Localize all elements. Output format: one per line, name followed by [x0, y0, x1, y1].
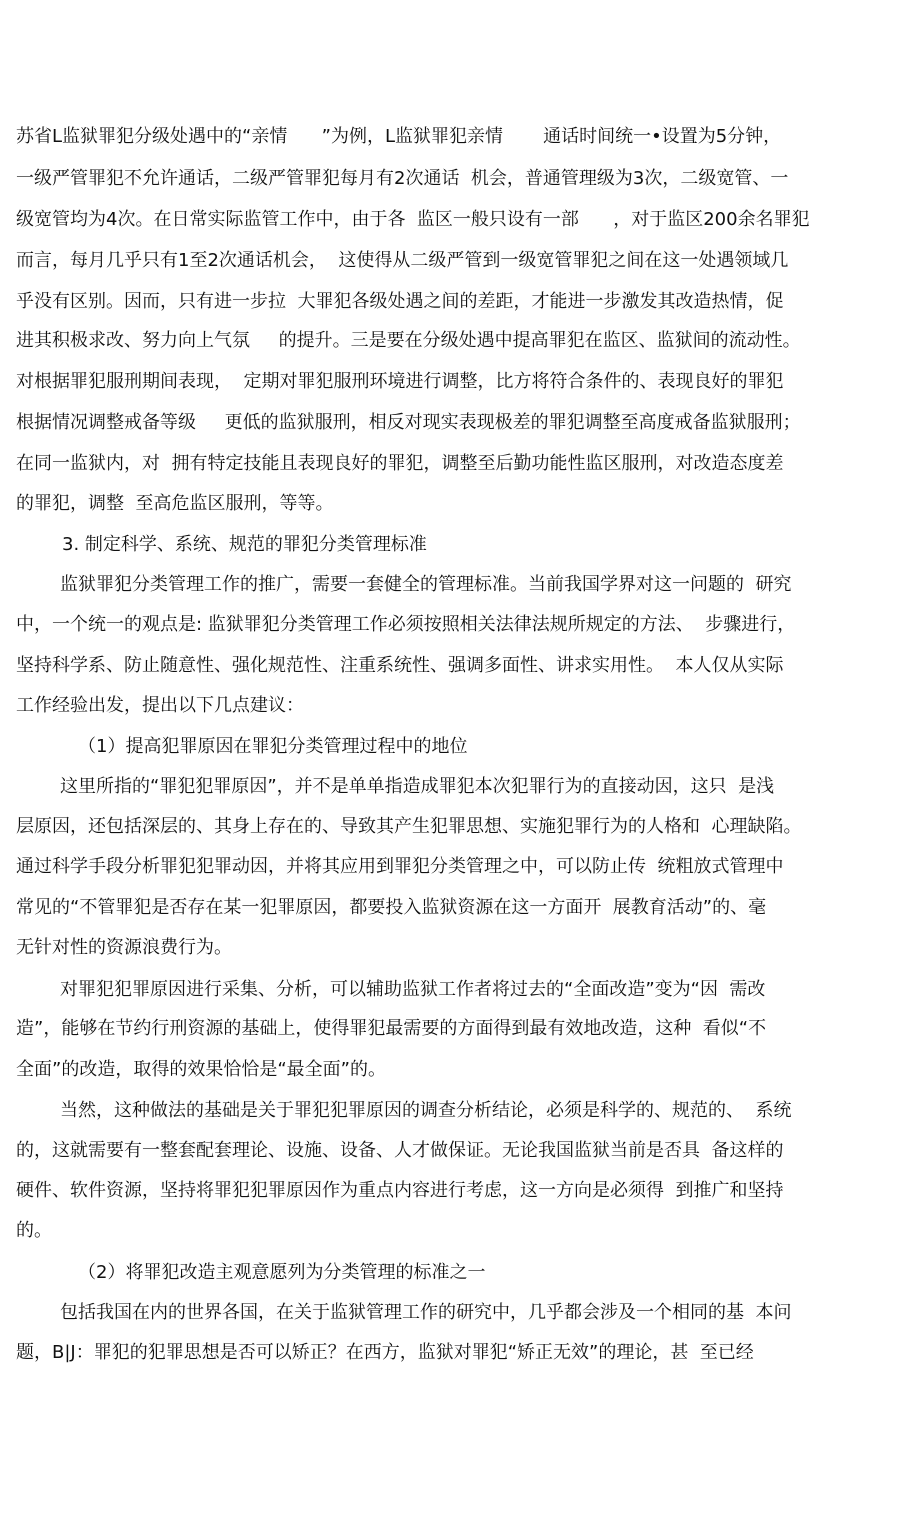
text-line: 而言，每月几乎只有1至2次通话机会， 这使得从二级严管到一级宽管罪犯之间在这一处遇领域几	[16, 250, 789, 271]
paragraph-first-line: 当然，这种做法的基础是关于罪犯犯罪原因的调查分析结论，必须是科学的、规范的、 系统	[60, 1100, 792, 1121]
text-line: 常见的“不管罪犯是否存在某一犯罪原因，都要投入监狱资源在这一方面开 展教育活动”的、毫	[16, 897, 767, 918]
text-line: 级宽管均为4次。在日常实际监管工作中，由于各 监区一般只设有一部 ，对于监区200余名罪犯	[16, 209, 810, 230]
paragraph-first-line: 这里所指的“罪犯犯罪原因”，并不是单单指造成罪犯本次犯罪行为的直接动因，这只 是浅	[60, 776, 775, 797]
text-line: 的，这就需要有一整套配套理论、设施、设备、人才做保证。无论我国监狱当前是否具 备这样的	[16, 1140, 784, 1161]
section-heading: 3. 制定科学、系统、规范的罪犯分类管理标准	[62, 534, 427, 555]
text-line: 层原因，还包括深层的、其身上存在的、导致其产生犯罪思想、实施犯罪行为的人格和 心理缺陷。	[16, 816, 802, 837]
paragraph-first-line: 监狱罪犯分类管理工作的推广，需要一套健全的管理标准。当前我国学界对这一问题的 研究	[60, 574, 792, 595]
text-line: 对根据罪犯服刑期间表现， 定期对罪犯服刑环境进行调整，比方将符合条件的、表现良好的罪犯	[16, 371, 784, 392]
paragraph-first-line: 包括我国在内的世界各国，在关于监狱管理工作的研究中，几乎都会涉及一个相同的基 本问	[60, 1302, 792, 1323]
text-line: 苏省L监狱罪犯分级处遇中的“亲情 ”为例，L监狱罪犯亲情 通话时间统一•设置为5分钟，	[16, 126, 782, 147]
text-line: 的。	[16, 1220, 52, 1241]
text-line: 根据情况调整戒备等级 更低的监狱服刑，相反对现实表现极差的罪犯调整至高度戒备监狱服刑；	[16, 412, 801, 433]
text-line: 在同一监狱内，对 拥有特定技能且表现良好的罪犯，调整至后勤功能性监区服刑，对改造态度差	[16, 453, 784, 474]
subsection-heading: （1）提高犯罪原因在罪犯分类管理过程中的地位	[78, 736, 468, 757]
text-line: 进其积极求改、努力向上气氛 的提升。三是要在分级处遇中提高罪犯在监区、监狱间的流动性。	[16, 330, 801, 351]
text-line: 全面”的改造，取得的效果恰恰是“最全面”的。	[16, 1059, 386, 1080]
paragraph-first-line: 对罪犯犯罪原因进行采集、分析，可以辅助监狱工作者将过去的“全面改造”变为“因 需改	[60, 979, 766, 1000]
text-line: 无针对性的资源浪费行为。	[16, 937, 232, 958]
text-line: 造”，能够在节约行刑资源的基础上，使得罪犯最需要的方面得到最有效地改造，这种 看似“不	[16, 1018, 767, 1039]
text-line: 的罪犯，调整 至高危监区服刑，等等。	[16, 493, 334, 514]
text-line: 题，B|J：罪犯的犯罪思想是否可以矫正？在西方，监狱对罪犯“矫正无效”的理论，甚 至已经	[16, 1342, 754, 1363]
text-line: 一级严管罪犯不允许通话，二级严管罪犯每月有2次通话 机会，普通管理级为3次，二级宽管、一	[16, 168, 789, 189]
text-line: 硬件、软件资源，坚持将罪犯犯罪原因作为重点内容进行考虑，这一方向是必须得 到推广和坚持	[16, 1180, 784, 1201]
subsection-heading: （2）将罪犯改造主观意愿列为分类管理的标准之一	[78, 1262, 486, 1283]
text-line: 中，一个统一的观点是: 监狱罪犯分类管理工作必须按照相关法律法规所规定的方法、 步骤进行，	[16, 614, 796, 635]
text-line: 乎没有区别。因而，只有进一步拉 大罪犯各级处遇之间的差距，才能进一步激发其改造热情，促	[16, 291, 784, 312]
text-line: 坚持科学系、防止随意性、强化规范性、注重系统性、强调多面性、讲求实用性。 本人仅从实际	[16, 655, 784, 676]
text-line: 工作经验出发，提出以下几点建议：	[16, 695, 304, 716]
text-line: 通过科学手段分析罪犯犯罪动因，并将其应用到罪犯分类管理之中，可以防止传 统粗放式管理中	[16, 856, 784, 877]
